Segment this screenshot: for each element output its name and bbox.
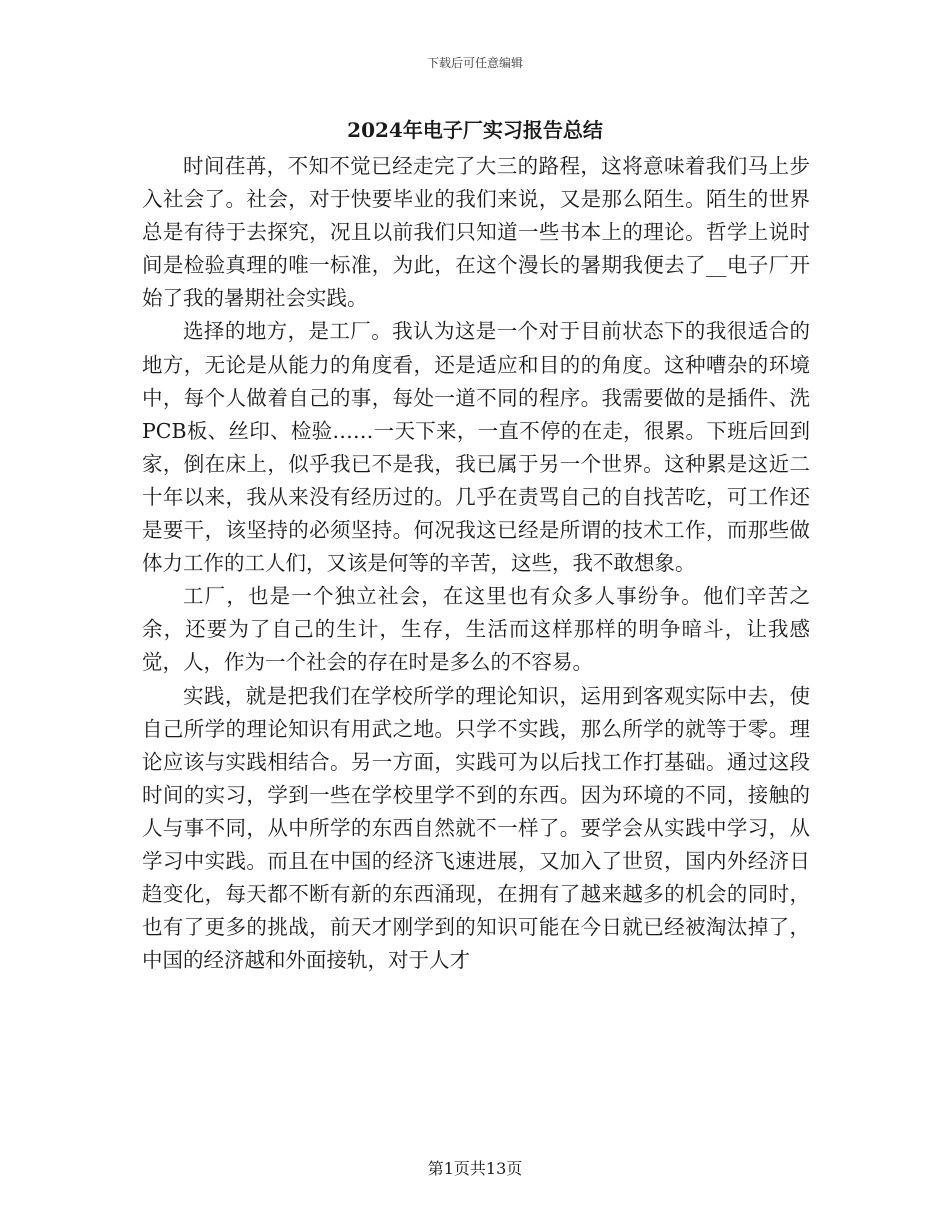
page-indicator: 第1页共13页 bbox=[427, 1159, 523, 1178]
paragraph: 时间荏苒，不知不觉已经走完了大三的路程，这将意味着我们马上步入社会了。社会，对于快要毕业的我们来说，又是那么陌生。陌生的世界总是有待于去探究，况且以前我们只知道一些书本上的理论。哲学上说时间是检验真理的唯一标准，为此，在这个漫长的暑期我便去了__电子厂开始了我的暑期社会实践。 bbox=[142, 154, 810, 311]
document-title: 2024年电子厂实习报告总结 bbox=[347, 118, 603, 142]
paragraph: 实践，就是把我们在学校所学的理论知识，运用到客观实际中去，使自己所学的理论知识有用武之地。只学不实践，那么所学的就等于零。理论应该与实践相结合。另一方面，实践可为以后找工作打基础。通过这段时间的实习，学到一些在学校里学不到的东西。因为环境的不同，接触的人与事不同，从中所学的东西自然就不一样了。要学会从实践中学习，从学习中实践。而且在中国的经济飞速进展，又加入了世贸，国内外经济日趋变化，每天都不断有新的东西涌现，在拥有了越来越多的机会的同时，也有了更多的挑战，前天才刚学到的知识可能在今日就已经被淘汰掉了，中国的经济越和外面接轨，对于人才 bbox=[142, 683, 810, 973]
document-body bbox=[142, 150, 810, 977]
paragraph: 工厂，也是一个独立社会，在这里也有众多人事纷争。他们辛苦之余，还要为了自己的生计，生存，生活而这样那样的明争暗斗，让我感觉，人，作为一个社会的存在时是多么的不容易。 bbox=[142, 584, 810, 675]
paragraph: 选择的地方，是工厂。我认为这是一个对于目前状态下的我很适合的地方，无论是从能力的角度看，还是适应和目的的角度。这种嘈杂的环境中，每个人做着自己的事，每处一道不同的程序。我需要做的是插件、洗PCB板、丝印、检验……一天下来，一直不停的在走，很累。下班后回到家，倒在床上，似乎我已不是我，我已属于另一个世界。这种累是这近二十年以来，我从来没有经历过的。几乎在责骂自己的自找苦吃，可工作还是要干，该坚持的必须坚持。何况我这已经是所谓的技术工作，而那些做体力工作的工人们，又该是何等的辛苦，这些，我不敢想象。 bbox=[142, 319, 810, 576]
header-note: 下载后可任意编辑 bbox=[426, 56, 523, 70]
